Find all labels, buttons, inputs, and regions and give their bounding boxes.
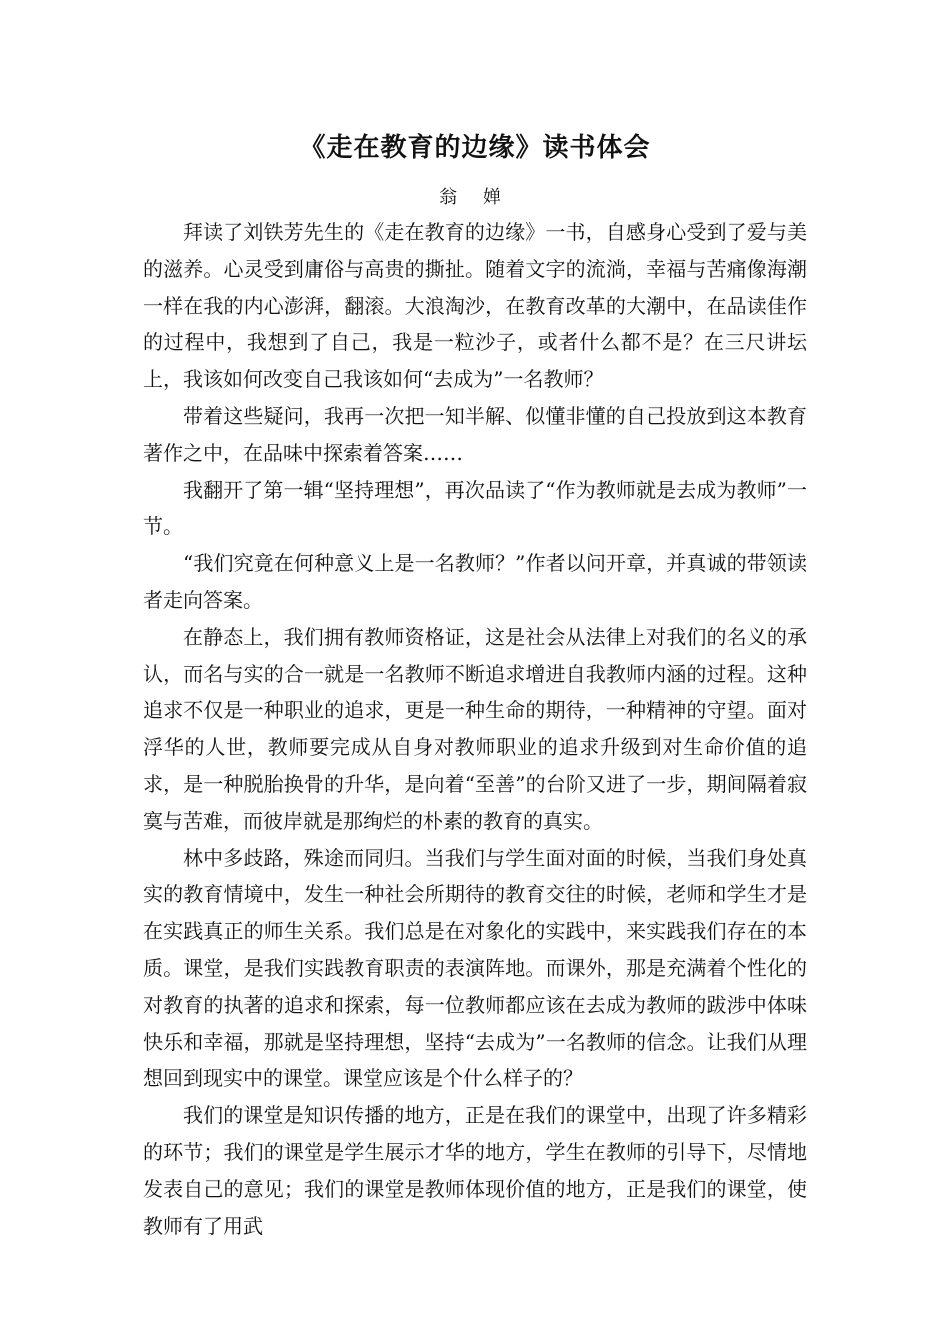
paragraph: 在静态上，我们拥有教师资格证，这是社会从法律上对我们的名义的承认，而名与实的合一就是一名教师不断追求增进自我教师内涵的过程。这种追求不仅是一种职业的追求，更是一种生命的期待，一种精神的守望。面对浮华的人世，教师要完成从自身对教师职业的追求升级到对生命价值的追求，是一种脱胎换骨的升华，是向着“至善”的台阶又进了一步，期间隔着寂寞与苦难，而彼岸就是那绚烂的朴素的教育的真实。 (143, 624, 807, 833)
paragraph: 林中多歧路，殊途而同归。当我们与学生面对面的时候，当我们身处真实的教育情境中，发生一种社会所期待的教育交往的时候，老师和学生才是在实践真正的师生关系。我们总是在对象化的实践中，来实践我们存在的本质。课堂，是我们实践教育职责的表演阵地。而课外，那是充满着个性化的对教育的执著的追求和探索，每一位教师都应该在去成为教师的跋涉中体味快乐和幸福，那就是坚持理想，坚持“去成为”一名教师的信念。让我们从理想回到现实中的课堂。课堂应该是个什么样子的？ (143, 845, 807, 1091)
document-body (143, 214, 807, 1244)
paragraph: “我们究竟在何种意义上是一名教师？”作者以问开章，并真诚的带领读者走向答案。 (143, 551, 807, 612)
author-name: 翁 婵 (439, 187, 511, 208)
paragraph: 带着这些疑问，我再一次把一知半解、似懂非懂的自己投放到这本教育著作之中，在品味中探索着答案…… (143, 403, 807, 465)
paragraph: 我翻开了第一辑“坚持理想”，再次品读了“作为教师就是去成为教师”一节。 (143, 477, 807, 539)
paragraph: 拜读了刘铁芳先生的《走在教育的边缘》一书，自感身心受到了爱与美的滋养。心灵受到庸俗与高贵的撕扯。随着文字的流淌，幸福与苦痛像海潮一样在我的内心澎湃，翻滚。大浪淘沙，在教育改革的大潮中，在品读佳作的过程中，我想到了自己，我是一粒沙子，或者什么都不是？在三尺讲坛上，我该如何改变自己我该如何“去成为”一名教师？ (143, 220, 807, 392)
paragraph: 我们的课堂是知识传播的地方，正是在我们的课堂中，出现了许多精彩的环节；我们的课堂是学生展示才华的地方，学生在教师的引导下，尽情地发表自己的意见；我们的课堂是教师体现价值的地方，正是我们的课堂，使教师有了用武 (143, 1103, 807, 1238)
document-title: 《走在教育的边缘》读书体会 (299, 133, 651, 163)
